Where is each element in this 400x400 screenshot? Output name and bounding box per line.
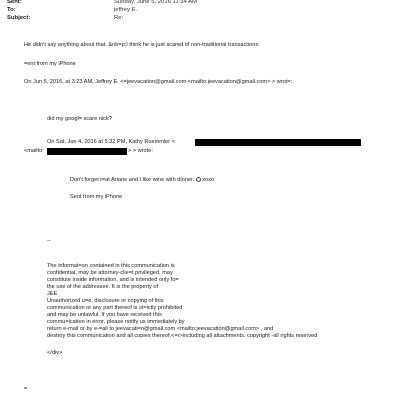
disclaimer-line-4: the use of the addressee. It is the property of [47, 284, 159, 290]
quoted-line-2 [70, 176, 214, 184]
subject-label: Subject: [7, 15, 31, 21]
to-label: To: [7, 7, 16, 13]
quoted-header-2-text: On Sat, Jun 4, 2016 at 5:32 PM, Kathy Ruemmler < [47, 139, 175, 145]
disclaimer-line-9: commu=ication in error, please notify us immediately by [47, 319, 185, 325]
smiley-icon [196, 177, 201, 182]
quoted-header-2 [47, 139, 175, 146]
subject-value: Re: [114, 15, 124, 21]
quoted-header-1: On Jun 5, 2016, at 3:23 AM, Jeffrey E. <=jeevacation@gmail.com <mailto:jeevacation@gmail.com> > wrot=: [24, 79, 293, 85]
div-close-tag: </div> [47, 350, 63, 356]
redaction-bar-1 [195, 139, 361, 146]
quoted-line-3: Sent from my iPhone [70, 194, 123, 200]
disclaimer-line-3: constitute inside information, and is intended only fo= [47, 277, 179, 283]
disclaimer-line-11: destroy this communication and all copies thereof,<=r>including all attachments. copyright -all rights reserved [47, 333, 318, 339]
disclaimer-line-1: The informat=on contained in this communication is [47, 263, 175, 269]
sent-value: Sunday, June 5, 2016 11:34 AM [114, 0, 197, 5]
quoted-header-2-mailto-pre: <mailto: [24, 148, 44, 154]
quoted-line-2-sign: xoxo [202, 177, 215, 183]
body-line-1: He didn't say anything about that. &nb=p;I think he is just scared of non-traditional transactions. [24, 42, 260, 48]
trailing-char: = [24, 386, 28, 392]
quoted-line-1: did my googl= scare nick? [47, 116, 112, 122]
quoted-line-2-text: Don't forget t=at Ariane and I like wine with dinner. [70, 177, 195, 183]
disclaimer-line-6: Unauthorized u=e, disclosure or copying of this [47, 298, 164, 304]
separator-line: -- [47, 238, 51, 244]
body-line-2: =ent from my iPhone [24, 61, 76, 67]
sent-label: Sent: [7, 0, 22, 5]
disclaimer-line-7: communication or any part thereof is st=ictly prohibited [47, 305, 183, 311]
disclaimer-line-8: and may be unlawful. If you have received this [47, 312, 162, 318]
quoted-header-2-mailto-post: > > wrote: [128, 148, 153, 154]
redaction-bar-2 [47, 148, 127, 155]
disclaimer-line-5: JEE [47, 291, 58, 297]
disclaimer-line-2: confidential, may be attorney-clie=t privileged, may [47, 270, 173, 276]
to-value: jeffrey E. [114, 7, 138, 13]
disclaimer-line-10: return e-mail or by e-=ail to jeevacati=n@gmail.com <mailto:jeevacation@gmail.com> , and [47, 326, 274, 332]
